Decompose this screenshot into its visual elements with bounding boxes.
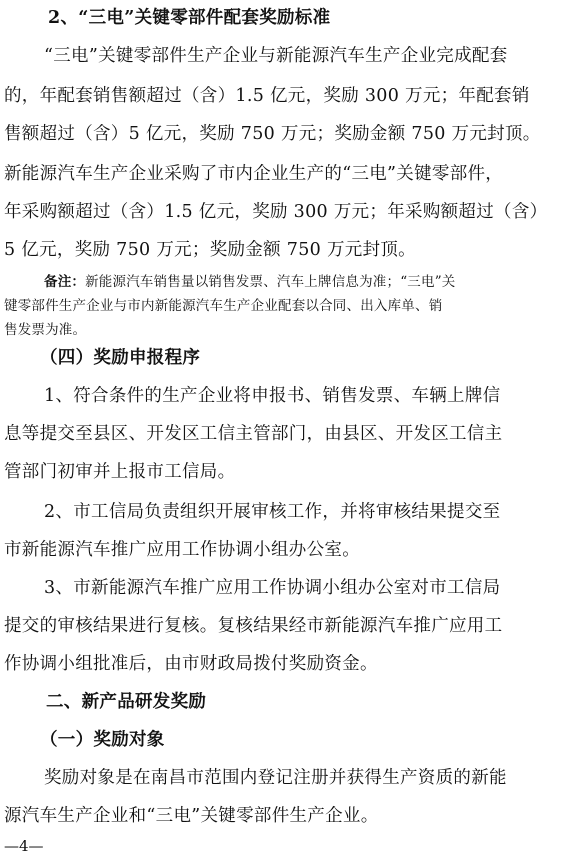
section-heading: （一）奖励对象 [40, 730, 165, 750]
section-heading: （四）奖励申报程序 [40, 348, 201, 368]
section-heading: 2、“三电”关键零部件配套奖励标准 [48, 8, 331, 28]
note-line [44, 272, 580, 292]
paragraph-line: 市新能源汽车推广应用工作协调小组办公室。 [4, 540, 360, 560]
paragraph-line: 1、符合条件的生产企业将申报书、销售发票、车辆上牌信 [44, 386, 501, 406]
note-label: 备注： [44, 274, 86, 290]
paragraph-line: 5 亿元，奖励 750 万元；奖励金额 750 万元封顶。 [4, 240, 416, 260]
note-line: 键零部件生产企业与市内新能源汽车生产企业配套以合同、出入库单、销 [4, 298, 443, 314]
section-heading: 二、新产品研发奖励 [46, 692, 207, 712]
paragraph-line: 源汽车生产企业和“三电”关键零部件生产企业。 [4, 806, 379, 826]
paragraph-line: 售额超过（含）5 亿元，奖励 750 万元；奖励金额 750 万元封顶。 [4, 124, 541, 144]
paragraph-line: 年采购额超过（含）1.5 亿元，奖励 300 万元；年采购额超过（含） [4, 202, 548, 222]
paragraph-line: 2、市工信局负责组织开展审核工作，并将审核结果提交至 [44, 502, 501, 522]
paragraph-line: 管部门初审并上报市工信局。 [4, 462, 236, 482]
paragraph-line: 提交的审核结果进行复核。复核结果经市新能源汽车推广应用工 [4, 616, 503, 636]
paragraph-line: 奖励对象是在南昌市范围内登记注册并获得生产资质的新能 [44, 768, 507, 788]
note-text: 新能源汽车销售量以销售发票、汽车上牌信息为准；“三电”关 [85, 274, 456, 290]
paragraph-line: 作协调小组批准后，由市财政局拨付奖励资金。 [4, 654, 378, 674]
note-line: 售发票为准。 [4, 322, 87, 338]
paragraph-line: 新能源汽车生产企业采购了市内企业生产的“三电”关键零部件， [4, 164, 504, 184]
paragraph-line: 的，年配套销售额超过（含）1.5 亿元，奖励 300 万元；年配套销 [4, 86, 530, 106]
paragraph-line: “三电”关键零部件生产企业与新能源汽车生产企业完成配套 [44, 46, 508, 66]
paragraph-line: 息等提交至县区、开发区工信主管部门，由县区、开发区工信主 [4, 424, 503, 444]
paragraph-line: 3、市新能源汽车推广应用工作协调小组办公室对市工信局 [44, 578, 501, 598]
page-number: —4— [4, 837, 44, 855]
